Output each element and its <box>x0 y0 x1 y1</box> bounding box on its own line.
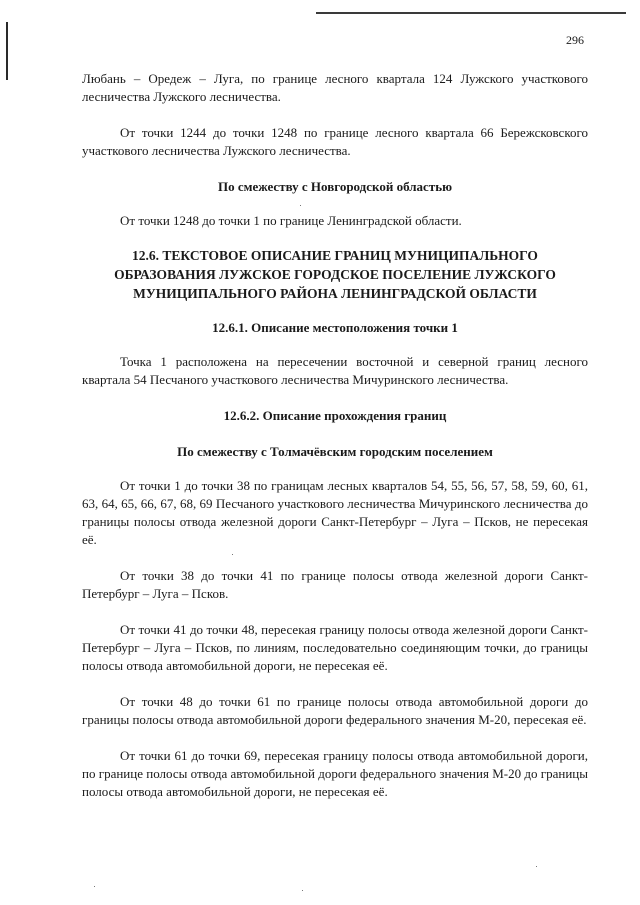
document-body <box>82 70 588 801</box>
paragraph-continuation: Любань – Оредеж – Луга, по границе лесного квартала 124 Лужского участкового лесничества Лужского лесничества. <box>82 71 588 104</box>
section-heading-novgorod: По смежеству с Новгородской областью <box>217 179 453 194</box>
paragraph-points-38-41: От точки 38 до точки 41 по границе полосы отвода железной дороги Санкт-Петербург – Луга – Псков. <box>82 568 588 601</box>
scan-edge-line-left <box>6 22 8 80</box>
paragraph-points-1-38: От точки 1 до точки 38 по границам лесных кварталов 54, 55, 56, 57, 58, 59, 60, 61, 63, 64, 65, 66, 67, 68, 69 Песчаного участкового лесничества Мичуринского лесничества до границы полосы отвода железной дороги Санкт-Петербург – Луга – Псков, не пересекая её. <box>82 478 588 547</box>
chapter-heading-12-6: 12.6. ТЕКСТОВОЕ ОПИСАНИЕ ГРАНИЦ МУНИЦИПАЛЬНОГО ОБРАЗОВАНИЯ ЛУЖСКОЕ ГОРОДСКОЕ ПОСЕЛЕНИЕ ЛУЖСКОГО МУНИЦИПАЛЬНОГО РАЙОНА ЛЕНИНГРАДСКОЙ ОБЛАСТИ <box>114 248 556 301</box>
scan-speck <box>300 205 301 206</box>
paragraph-points-1244-1248: От точки 1244 до точки 1248 по границе лесного квартала 66 Бережсковского участкового лесничества Лужского лесничества. <box>82 125 588 158</box>
scan-edge-line-top <box>316 12 626 14</box>
page-number: 296 <box>566 33 584 47</box>
paragraph-points-48-61: От точки 48 до точки 61 по границе полосы отвода автомобильной дороги до границы полосы отвода автомобильной дороги федерального значения М-20, пересекая её. <box>82 694 588 727</box>
paragraph-points-41-48: От точки 41 до точки 48, пересекая границу полосы отвода железной дороги Санкт-Петербург – Луга – Псков, по линиям, последовательно соединяющим точки, до границы полосы отвода автомобильной дороги, не пересекая её. <box>82 622 588 673</box>
scan-speck <box>94 886 95 887</box>
section-heading-12-6-1: 12.6.1. Описание местоположения точки 1 <box>212 320 458 335</box>
paragraph-points-1248-1: От точки 1248 до точки 1 по границе Ленинградской области. <box>120 213 462 228</box>
paragraph-point-1-location: Точка 1 расположена на пересечении восточной и северной границ лесного квартала 54 Песчаного участкового лесничества Мичуринского лесничества. <box>82 354 588 387</box>
scan-speck <box>302 890 303 891</box>
scan-speck <box>536 866 537 867</box>
section-heading-tolmachevo: По смежеству с Толмачёвским городским поселением <box>177 444 493 459</box>
section-heading-12-6-2: 12.6.2. Описание прохождения границ <box>223 408 447 423</box>
scan-speck <box>232 554 233 555</box>
paragraph-points-61-69: От точки 61 до точки 69, пересекая границу полосы отвода автомобильной дороги, по границе полосы отвода автомобильной дороги федерального значения М-20 до границы полосы отвода автомобильной дороги, не пересекая её. <box>82 748 588 799</box>
